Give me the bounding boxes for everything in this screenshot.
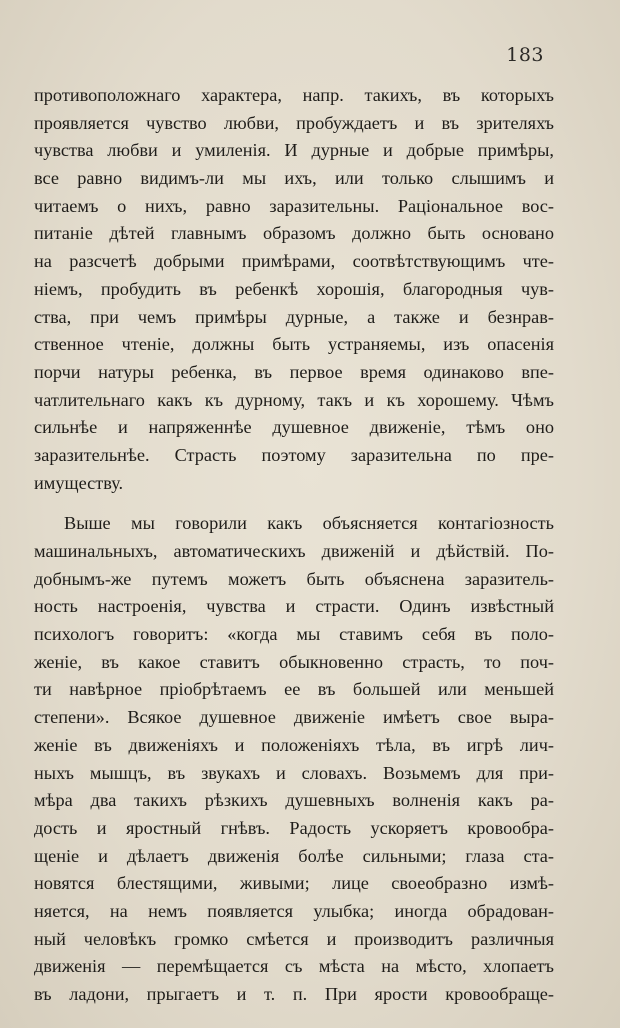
- page-number: 183: [506, 44, 544, 66]
- text-line: ніемъ, пробудить въ ребенкѣ хорошія, благородныя чув-: [34, 278, 554, 299]
- text-line: питаніе дѣтей главнымъ образомъ должно быть основано: [34, 223, 554, 244]
- text-line: имуществу.: [34, 472, 124, 493]
- text-line: женіе, въ какое ставитъ обыкновенно страсть, то поч-: [34, 651, 554, 672]
- text-line: Выше мы говорили какъ объясняется контагіозность: [64, 513, 554, 534]
- paragraph-2: [34, 510, 554, 1008]
- text-line: порчи натуры ребенка, въ первое время одинаково впе-: [34, 361, 554, 382]
- text-line: противоположнаго характера, напр. такихъ, въ которыхъ: [34, 85, 554, 105]
- text-line: ный человѣкъ громко смѣется и производитъ различныя: [34, 928, 554, 949]
- text-line: психологъ говоритъ: «когда мы ставимъ себя въ поло-: [34, 624, 554, 645]
- text-line: машинальныхъ, автоматическихъ движеній и дѣйствій. По-: [34, 541, 554, 561]
- text-line: заразительнѣе. Страсть поэтому заразительна по пре-: [34, 444, 554, 465]
- text-line: проявляется чувство любви, пробуждаетъ и въ зрителяхъ: [34, 112, 554, 133]
- text-line: чатлительнаго какъ къ дурному, такъ и къ хорошему. Чѣмъ: [34, 389, 554, 410]
- text-line: ственное чтеніе, должны быть устраняемы, изъ опасенія: [34, 334, 554, 355]
- text-line: няется, на немъ появляется улыбка; иногда обрадован-: [34, 900, 554, 921]
- text-line: женіе въ движеніяхъ и положеніяхъ тѣла, въ игрѣ лич-: [34, 734, 554, 755]
- text-line: мѣра два такихъ рѣзкихъ душевныхъ волненія какъ ра-: [34, 790, 554, 811]
- text-line: движенія — перемѣщается съ мѣста на мѣсто, хлопаетъ: [34, 956, 554, 977]
- paragraph-1: [34, 82, 554, 497]
- text-line: ныхъ мышцъ, въ звукахъ и словахъ. Возьмемъ для при-: [34, 762, 554, 783]
- paragraph-gap: [34, 497, 554, 510]
- text-line: все равно видимъ-ли мы ихъ, или только слышимъ и: [34, 168, 554, 189]
- text-line: добнымъ-же путемъ можетъ быть объяснена заразитель-: [34, 568, 554, 589]
- text-line: щеніе и дѣлаетъ движенія болѣе сильными; глаза ста-: [34, 845, 554, 866]
- body-text: [34, 82, 554, 1009]
- text-line: читаемъ о нихъ, равно заразительны. Раціональное вос-: [34, 195, 554, 216]
- text-line: сильнѣе и напряженнѣе душевное движеніе, тѣмъ оно: [34, 417, 554, 438]
- text-line: дость и яростный гнѣвъ. Радость ускоряетъ кровообра-: [34, 817, 554, 838]
- text-line: чувства любви и умиленія. И дурные и добрые примѣры,: [34, 140, 554, 161]
- text-line: ность настроенія, чувства и страсти. Одинъ извѣстный: [34, 596, 554, 617]
- text-line: новятся блестящими, живыми; лице своеобразно измѣ-: [34, 873, 554, 894]
- text-line: въ ладони, прыгаетъ и т. п. При ярости кровообраще-: [34, 984, 554, 1004]
- text-line: ства, при чемъ примѣры дурные, а также и безнрав-: [34, 306, 554, 327]
- text-line: на разсчетѣ добрыми примѣрами, соотвѣтствующимъ чте-: [34, 251, 554, 272]
- text-line: ти навѣрное пріобрѣтаемъ ее въ большей или меньшей: [34, 679, 554, 700]
- text-line: степени». Всякое душевное движеніе имѣетъ свое выра-: [34, 707, 554, 728]
